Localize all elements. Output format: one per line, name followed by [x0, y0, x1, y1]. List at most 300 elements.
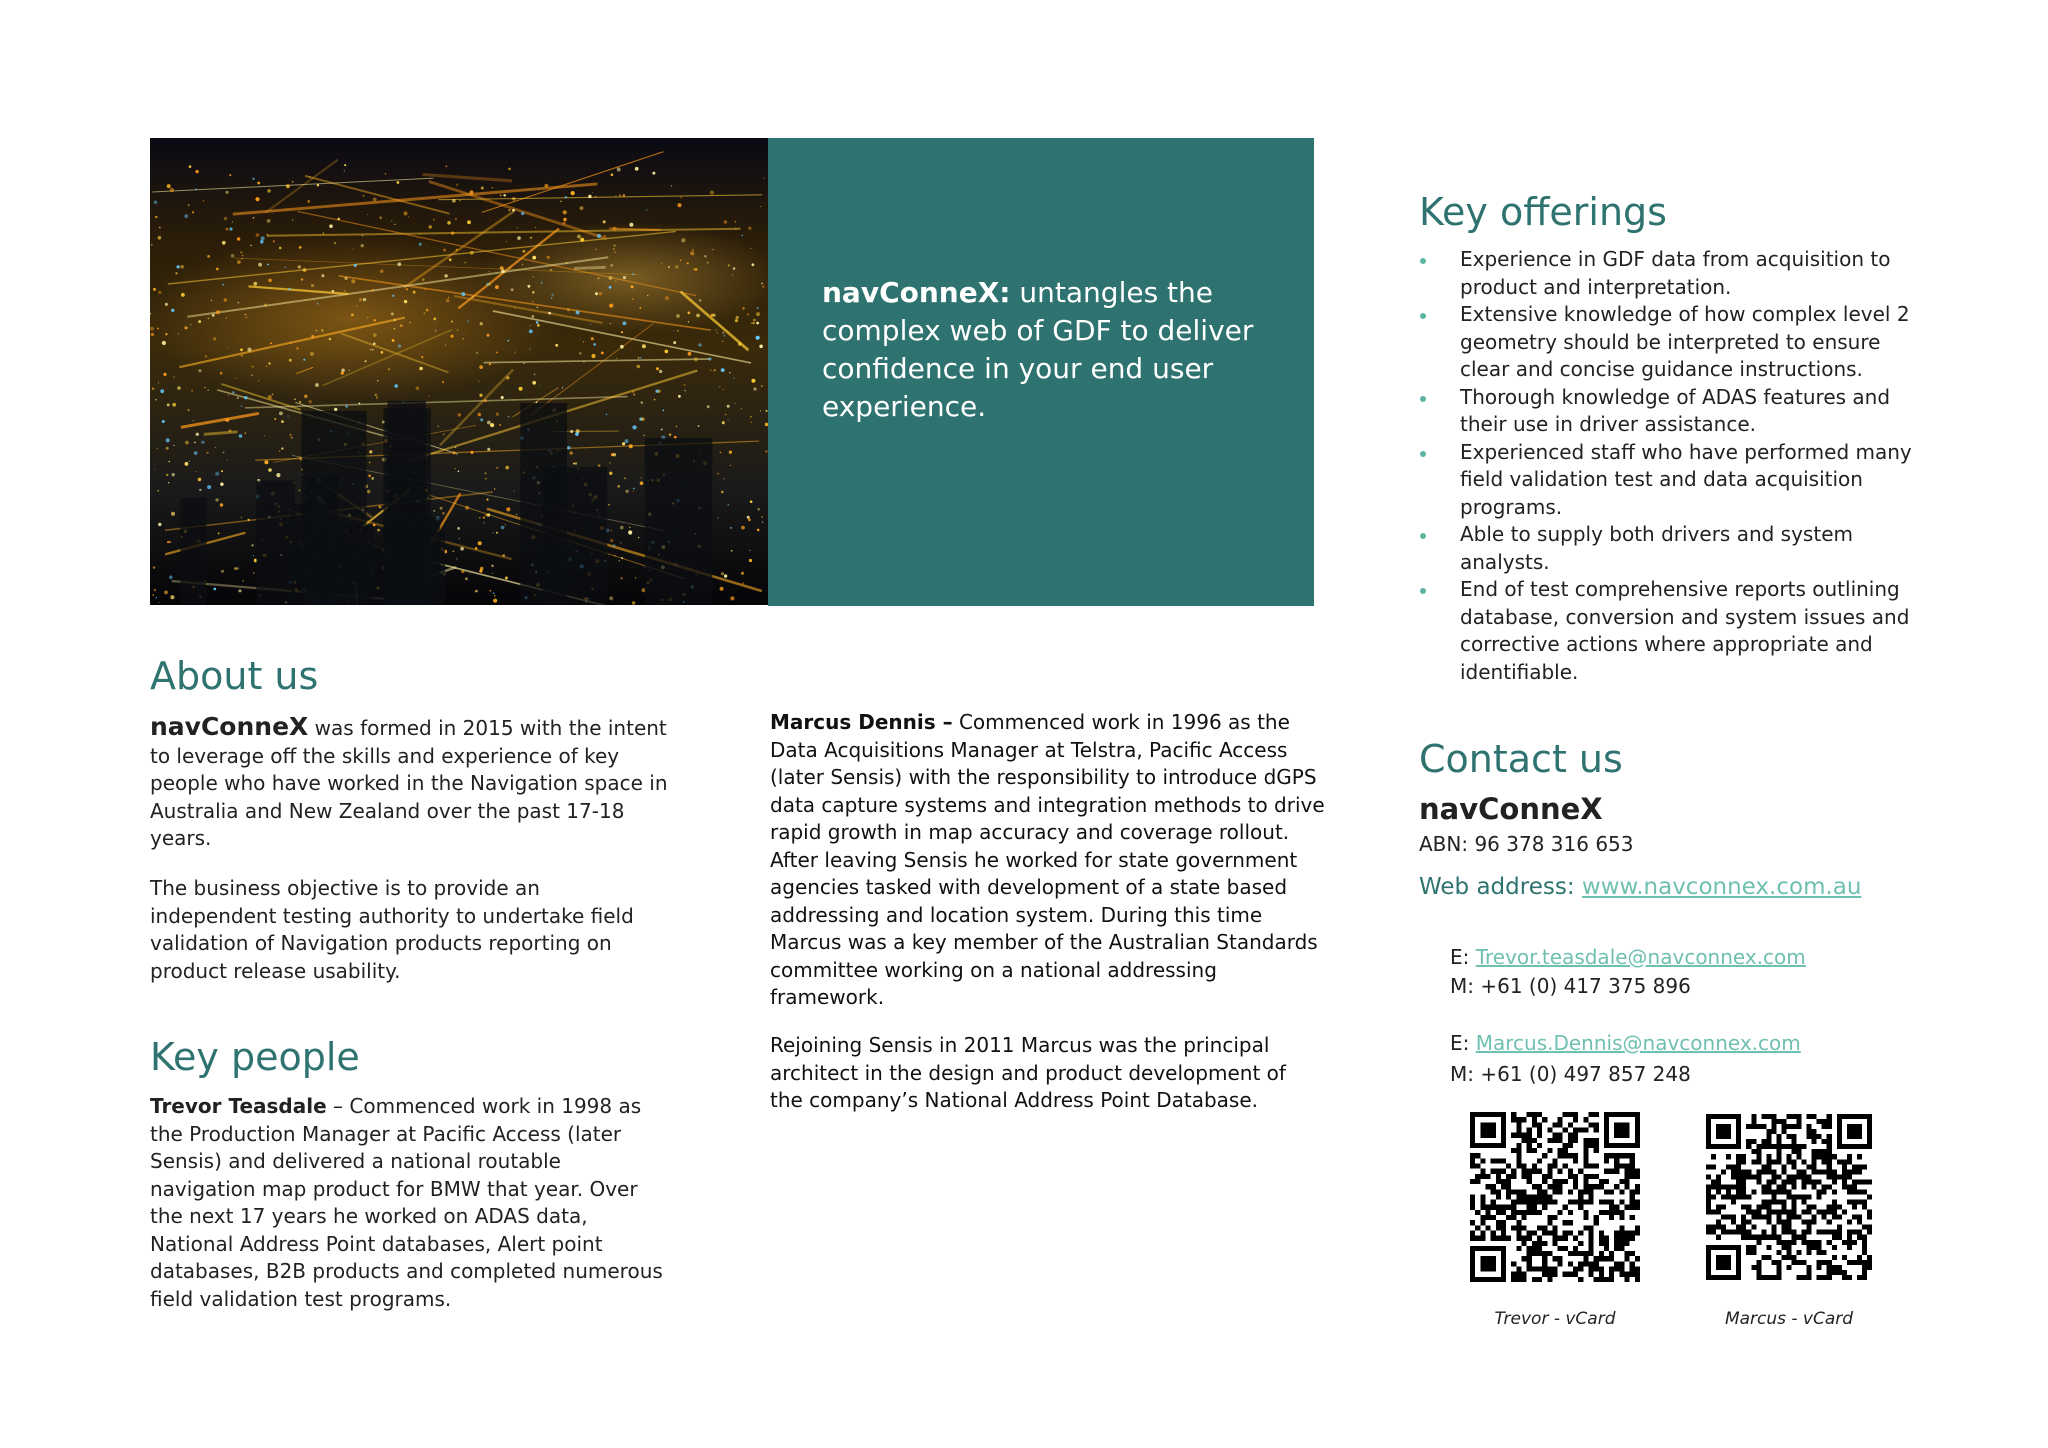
qr-module	[1522, 1169, 1527, 1174]
city-light-dot	[445, 345, 446, 346]
city-light-dot	[532, 291, 535, 294]
city-light-dot	[220, 503, 223, 506]
city-light-dot	[450, 335, 453, 338]
qr-module	[1609, 1200, 1614, 1205]
city-light-dot	[185, 441, 189, 445]
city-light-dot	[565, 196, 568, 199]
city-light-dot	[760, 206, 761, 207]
qr-module	[1852, 1169, 1857, 1174]
city-light-dot	[164, 591, 168, 595]
city-light-dot	[478, 413, 481, 416]
qr-module	[1741, 1179, 1746, 1184]
offering-item	[1419, 384, 1919, 439]
qr-module	[1619, 1246, 1624, 1251]
city-light-dot	[720, 587, 724, 591]
city-street-light	[574, 267, 606, 268]
qr-module	[1552, 1267, 1557, 1272]
qr-module	[1568, 1153, 1573, 1158]
city-light-dot	[719, 387, 720, 388]
qr-module	[1604, 1169, 1609, 1174]
city-light-dot	[593, 343, 596, 346]
qr-module	[1766, 1139, 1771, 1144]
city-light-dot	[285, 267, 286, 268]
qr-module	[1827, 1159, 1832, 1164]
qr-module	[1746, 1124, 1751, 1129]
qr-module	[1614, 1205, 1619, 1210]
qr-module	[1568, 1138, 1573, 1143]
qr-module	[1771, 1189, 1776, 1194]
city-street-light	[681, 292, 749, 351]
city-light-dot	[550, 269, 552, 271]
city-light-dot	[379, 216, 382, 219]
qr-module	[1741, 1174, 1746, 1179]
qr-module	[1802, 1275, 1807, 1280]
city-light-dot	[372, 289, 375, 292]
city-light-dot	[623, 321, 627, 325]
qr-module	[1827, 1184, 1832, 1189]
qr-module	[1736, 1174, 1741, 1179]
qr-module	[1847, 1240, 1852, 1245]
qr-module	[1506, 1205, 1511, 1210]
city-light-dot	[696, 314, 700, 318]
qr-module	[1614, 1210, 1619, 1215]
city-light-dot	[150, 327, 154, 331]
qr-module	[1807, 1205, 1812, 1210]
qr-module	[1822, 1154, 1827, 1159]
qr-module	[1852, 1200, 1857, 1205]
city-light-dot	[311, 335, 314, 338]
trevor-mobile: +61 (0) 417 375 896	[1480, 974, 1691, 998]
qr-module	[1511, 1133, 1516, 1138]
city-light-dot	[198, 369, 201, 372]
marcus-email-link[interactable]: Marcus.Dennis@navconnex.com	[1475, 1031, 1801, 1055]
qr-module	[1771, 1235, 1776, 1240]
qr-module	[1761, 1169, 1766, 1174]
qr-module	[1781, 1119, 1786, 1124]
bullet-icon	[1420, 588, 1426, 594]
qr-module	[1716, 1225, 1721, 1230]
city-building	[291, 504, 326, 605]
qr-module	[1736, 1179, 1741, 1184]
city-light-dot	[461, 292, 465, 296]
city-light-dot	[734, 403, 735, 404]
city-light-dot	[455, 468, 456, 469]
city-light-dot	[167, 184, 171, 188]
qr-module	[1501, 1169, 1506, 1174]
city-light-dot	[491, 573, 492, 574]
qr-module	[1792, 1200, 1797, 1205]
city-light-dot	[166, 474, 168, 476]
qr-module	[1706, 1194, 1711, 1199]
qr-module	[1822, 1275, 1827, 1280]
qr-module	[1527, 1169, 1532, 1174]
city-light-dot	[440, 507, 443, 510]
qr-module	[1588, 1246, 1593, 1251]
city-light-dot	[451, 321, 453, 323]
qr-module	[1527, 1179, 1532, 1184]
city-light-dot	[398, 345, 401, 348]
qr-module	[1827, 1220, 1832, 1225]
city-light-dot	[446, 299, 450, 303]
qr-module	[1817, 1169, 1822, 1174]
key-people-heading: Key people	[150, 1035, 360, 1079]
city-light-dot	[625, 490, 628, 493]
qr-module	[1706, 1174, 1711, 1179]
qr-module	[1475, 1179, 1480, 1184]
city-light-dot	[261, 236, 265, 240]
city-light-dot	[443, 249, 446, 252]
qr-module	[1822, 1215, 1827, 1220]
qr-module	[1583, 1127, 1588, 1132]
city-light-dot	[503, 194, 506, 197]
city-light-dot	[467, 320, 468, 321]
qr-module	[1630, 1158, 1635, 1163]
qr-module	[1630, 1261, 1635, 1266]
qr-module	[1527, 1148, 1532, 1153]
qr-module	[1756, 1144, 1761, 1149]
qr-module	[1516, 1133, 1521, 1138]
qr-module	[1761, 1200, 1766, 1205]
qr-module	[1537, 1277, 1542, 1282]
city-light-dot	[512, 209, 515, 212]
qr-module	[1552, 1236, 1557, 1241]
city-light-dot	[472, 296, 474, 298]
city-light-dot	[373, 198, 377, 202]
city-street-light	[323, 330, 452, 386]
qr-module	[1761, 1164, 1766, 1169]
qr-module	[1726, 1194, 1731, 1199]
city-light-dot	[264, 304, 267, 307]
city-light-dot	[485, 478, 487, 480]
qr-module	[1786, 1154, 1791, 1159]
city-building	[256, 481, 295, 606]
qr-module	[1475, 1164, 1480, 1169]
city-light-dot	[665, 296, 669, 300]
city-light-dot	[688, 321, 689, 322]
qr-module	[1552, 1184, 1557, 1189]
qr-module	[1867, 1255, 1872, 1260]
city-light-dot	[517, 236, 521, 240]
qr-module	[1862, 1225, 1867, 1230]
qr-module	[1731, 1200, 1736, 1205]
city-light-dot	[236, 567, 239, 570]
contact-web	[1419, 874, 1861, 900]
city-light-dot	[595, 196, 596, 197]
qr-module	[1822, 1260, 1827, 1265]
qr-module	[1630, 1194, 1635, 1199]
qr-module	[1558, 1184, 1563, 1189]
qr-module	[1771, 1129, 1776, 1134]
qr-module	[1594, 1261, 1599, 1266]
qr-module	[1807, 1124, 1812, 1129]
qr-module	[1609, 1153, 1614, 1158]
city-light-dot	[492, 532, 493, 533]
qr-module	[1578, 1200, 1583, 1205]
qr-module	[1792, 1240, 1797, 1245]
qr-module	[1516, 1272, 1521, 1277]
qr-module	[1766, 1220, 1771, 1225]
city-light-dot	[301, 278, 303, 280]
city-light-dot	[433, 219, 435, 221]
city-light-dot	[394, 384, 398, 388]
city-light-dot	[573, 463, 575, 465]
city-light-dot	[486, 283, 489, 286]
city-light-dot	[724, 478, 726, 480]
qr-module	[1527, 1261, 1532, 1266]
city-light-dot	[599, 292, 603, 296]
qr-module	[1635, 1205, 1640, 1210]
city-light-dot	[180, 265, 184, 269]
qr-module	[1599, 1230, 1604, 1235]
qr-module	[1857, 1235, 1862, 1240]
city-light-dot	[169, 541, 171, 543]
qr-module	[1736, 1164, 1741, 1169]
city-light-dot	[643, 435, 644, 436]
city-light-dot	[692, 249, 693, 250]
qr-module	[1537, 1122, 1542, 1127]
qr-module	[1578, 1267, 1583, 1272]
qr-module	[1625, 1256, 1630, 1261]
qr-module	[1522, 1133, 1527, 1138]
qr-module	[1802, 1240, 1807, 1245]
city-light-dot	[268, 362, 270, 364]
city-light-dot	[253, 572, 255, 574]
qr-module	[1573, 1117, 1578, 1122]
qr-module	[1711, 1194, 1716, 1199]
qr-module	[1542, 1261, 1547, 1266]
trevor-email-link[interactable]: Trevor.teasdale@navconnex.com	[1475, 945, 1806, 969]
city-light-dot	[494, 595, 496, 597]
qr-module	[1746, 1210, 1751, 1215]
city-light-dot	[693, 268, 695, 270]
qr-module	[1761, 1215, 1766, 1220]
qr-module	[1751, 1124, 1756, 1129]
qr-module	[1776, 1154, 1781, 1159]
city-light-dot	[264, 460, 268, 464]
city-light-dot	[381, 351, 384, 354]
qr-module	[1786, 1179, 1791, 1184]
city-light-dot	[732, 274, 734, 276]
city-light-dot	[647, 295, 648, 296]
city-light-dot	[591, 354, 595, 358]
about-paragraph-1-text: was formed in 2015 with the intent to leverage off the skills and experience of key people who have worked in the Navigation space in Australia and New Zealand over the past 17-18 years.	[150, 716, 668, 850]
qr-module	[1842, 1275, 1847, 1280]
qr-module	[1797, 1275, 1802, 1280]
city-light-dot	[633, 491, 634, 492]
qr-module	[1599, 1267, 1604, 1272]
qr-module	[1867, 1265, 1872, 1270]
qr-module	[1837, 1270, 1842, 1275]
city-light-dot	[458, 471, 460, 473]
qr-module	[1583, 1256, 1588, 1261]
city-light-dot	[614, 252, 615, 253]
city-light-dot	[470, 190, 474, 194]
qr-module	[1542, 1205, 1547, 1210]
qr-module	[1506, 1179, 1511, 1184]
qr-module	[1516, 1158, 1521, 1163]
city-building	[391, 532, 445, 605]
qr-module	[1817, 1179, 1822, 1184]
qr-finder-square	[1716, 1255, 1731, 1270]
qr-module	[1847, 1230, 1852, 1235]
qr-module	[1736, 1225, 1741, 1230]
qr-module	[1588, 1230, 1593, 1235]
qr-module	[1609, 1256, 1614, 1261]
city-light-dot	[577, 235, 581, 239]
city-light-dot	[502, 554, 505, 557]
qr-module	[1746, 1220, 1751, 1225]
city-light-dot	[514, 351, 516, 353]
qr-module	[1776, 1210, 1781, 1215]
qr-module	[1802, 1200, 1807, 1205]
qr-module	[1496, 1174, 1501, 1179]
qr-module	[1609, 1169, 1614, 1174]
qr-module	[1852, 1179, 1857, 1184]
city-light-dot	[303, 359, 305, 361]
trevor-vcard-caption: Trevor - vCard	[1494, 1309, 1616, 1329]
qr-module	[1527, 1127, 1532, 1132]
qr-module	[1635, 1169, 1640, 1174]
qr-module	[1527, 1251, 1532, 1256]
city-light-dot	[321, 329, 323, 331]
about-brand: navConneX	[150, 712, 309, 741]
web-link[interactable]: www.navconnex.com.au	[1581, 874, 1862, 900]
qr-module	[1532, 1277, 1537, 1282]
qr-module	[1857, 1275, 1862, 1280]
city-light-dot	[528, 285, 531, 288]
city-light-dot	[157, 490, 159, 492]
city-light-dot	[480, 418, 483, 421]
qr-module	[1619, 1153, 1624, 1158]
city-light-dot	[583, 341, 584, 342]
city-street-light	[439, 195, 762, 200]
city-light-dot	[462, 338, 463, 339]
city-light-dot	[255, 197, 259, 201]
city-light-dot	[642, 344, 646, 348]
qr-module	[1516, 1246, 1521, 1251]
city-light-dot	[500, 266, 504, 270]
city-light-dot	[481, 187, 484, 190]
qr-module	[1558, 1189, 1563, 1194]
qr-module	[1761, 1255, 1766, 1260]
city-light-dot	[289, 434, 291, 436]
qr-module	[1635, 1267, 1640, 1272]
qr-module	[1588, 1251, 1593, 1256]
qr-module	[1630, 1251, 1635, 1256]
city-light-dot	[704, 255, 707, 258]
city-light-dot	[368, 475, 371, 478]
city-light-dot	[242, 580, 244, 582]
qr-module	[1522, 1164, 1527, 1169]
city-light-dot	[373, 524, 376, 527]
qr-module	[1827, 1114, 1832, 1119]
city-light-dot	[299, 246, 302, 249]
qr-module	[1817, 1275, 1822, 1280]
city-light-dot	[614, 245, 616, 247]
qr-module	[1552, 1256, 1557, 1261]
qr-module	[1630, 1174, 1635, 1179]
city-light-dot	[329, 224, 333, 228]
qr-module	[1537, 1158, 1542, 1163]
city-light-dot	[633, 488, 635, 490]
qr-module	[1501, 1236, 1506, 1241]
qr-module	[1792, 1149, 1797, 1154]
city-light-dot	[207, 255, 210, 258]
city-light-dot	[529, 330, 533, 334]
qr-module	[1625, 1164, 1630, 1169]
marcus-bio	[770, 709, 1325, 1012]
email-prefix: E:	[1450, 945, 1476, 969]
qr-module	[1781, 1179, 1786, 1184]
city-light-dot	[373, 343, 376, 346]
qr-module	[1552, 1241, 1557, 1246]
qr-module	[1761, 1144, 1766, 1149]
city-light-dot	[609, 596, 613, 600]
qr-module	[1751, 1189, 1756, 1194]
city-light-dot	[422, 278, 425, 281]
city-light-dot	[207, 389, 209, 391]
qr-module	[1792, 1159, 1797, 1164]
qr-module	[1756, 1179, 1761, 1184]
city-light-dot	[603, 220, 606, 223]
qr-module	[1604, 1153, 1609, 1158]
qr-module	[1736, 1184, 1741, 1189]
qr-module	[1537, 1194, 1542, 1199]
city-light-dot	[757, 529, 760, 532]
city-light-dot	[268, 279, 272, 283]
city-light-dot	[367, 317, 369, 319]
city-light-dot	[522, 250, 525, 253]
qr-module	[1573, 1133, 1578, 1138]
city-light-dot	[177, 265, 180, 268]
qr-module	[1792, 1114, 1797, 1119]
qr-module	[1573, 1251, 1578, 1256]
qr-module	[1812, 1139, 1817, 1144]
qr-module	[1630, 1189, 1635, 1194]
city-light-dot	[724, 574, 727, 577]
city-light-dot	[631, 285, 634, 288]
city-light-dot	[747, 516, 750, 519]
qr-module	[1506, 1194, 1511, 1199]
qr-module	[1867, 1230, 1872, 1235]
city-light-dot	[509, 209, 511, 211]
qr-module	[1578, 1230, 1583, 1235]
qr-module	[1532, 1200, 1537, 1205]
qr-module	[1491, 1189, 1496, 1194]
city-light-dot	[455, 447, 456, 448]
city-light-dot	[452, 551, 454, 553]
city-light-dot	[266, 366, 267, 367]
city-light-dot	[228, 395, 229, 396]
qr-module	[1630, 1153, 1635, 1158]
city-light-dot	[736, 316, 739, 319]
qr-module	[1776, 1189, 1781, 1194]
qr-module	[1630, 1230, 1635, 1235]
city-light-dot	[404, 211, 408, 215]
city-light-dot	[394, 319, 397, 322]
qr-module	[1501, 1230, 1506, 1235]
city-light-dot	[555, 344, 558, 347]
qr-module	[1470, 1230, 1475, 1235]
city-light-dot	[362, 195, 364, 197]
qr-module	[1797, 1169, 1802, 1174]
city-light-dot	[576, 311, 580, 315]
city-light-dot	[168, 482, 169, 483]
qr-module	[1786, 1220, 1791, 1225]
qr-module	[1563, 1179, 1568, 1184]
qr-module	[1706, 1184, 1711, 1189]
qr-module	[1716, 1179, 1721, 1184]
